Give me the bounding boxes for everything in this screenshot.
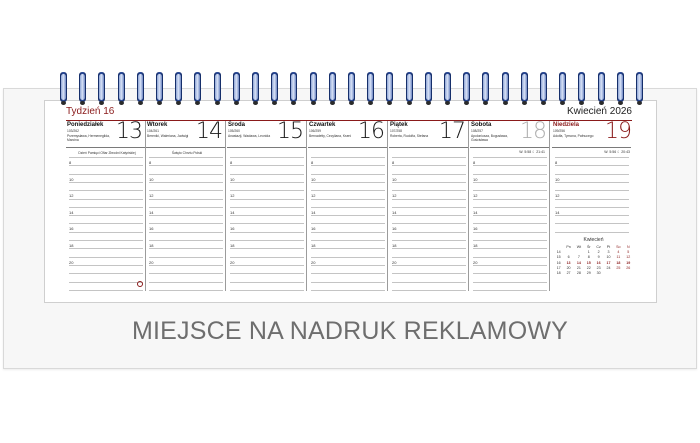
ruled-line bbox=[555, 190, 629, 191]
ruled-line bbox=[392, 273, 466, 274]
hour-label: 10 bbox=[473, 176, 478, 182]
mini-calendar-day[interactable]: 15 bbox=[586, 260, 591, 265]
ruled-line bbox=[311, 215, 385, 216]
hour-label: 14 bbox=[69, 209, 74, 215]
spiral-ring bbox=[578, 72, 585, 106]
hour-label: 16 bbox=[473, 226, 478, 232]
ruled-line bbox=[473, 207, 547, 208]
ruled-line bbox=[311, 157, 385, 158]
spiral-ring bbox=[175, 72, 182, 106]
day-number: 17 bbox=[439, 119, 465, 144]
mini-calendar-weekday: Pt bbox=[606, 244, 611, 249]
day-column[interactable] bbox=[552, 121, 634, 237]
spiral-ring bbox=[482, 72, 489, 106]
ruled-line bbox=[311, 223, 385, 224]
mini-calendar-day[interactable]: 11 bbox=[616, 255, 621, 260]
hour-label: 8 bbox=[149, 160, 152, 165]
ruled-line bbox=[473, 165, 547, 166]
mini-calendar-day[interactable]: 22 bbox=[586, 265, 591, 270]
hour-label: 18 bbox=[311, 243, 316, 248]
day-meta: 109/256 bbox=[553, 129, 565, 133]
mini-calendar-day[interactable]: 19 bbox=[626, 260, 631, 265]
spiral-ring bbox=[367, 72, 374, 106]
spiral-ring bbox=[310, 72, 317, 106]
ruled-line bbox=[149, 157, 223, 158]
ruled-line bbox=[149, 248, 223, 249]
hour-label: 12 bbox=[555, 193, 560, 199]
ruled-line bbox=[311, 174, 385, 175]
mini-calendar-day[interactable]: 18 bbox=[616, 260, 621, 265]
mini-calendar-day[interactable]: 13 bbox=[566, 260, 571, 265]
spiral-ring bbox=[233, 72, 240, 106]
ruled-line bbox=[69, 165, 143, 166]
ruled-line bbox=[555, 215, 629, 216]
day-meta: 104/261 bbox=[147, 129, 159, 133]
mini-calendar-day[interactable]: 29 bbox=[586, 271, 591, 276]
ruled-line bbox=[392, 157, 466, 158]
namedays: Roberta, Rudolfa, Stefana bbox=[390, 134, 429, 138]
ruled-line bbox=[311, 240, 385, 241]
ruled-line bbox=[69, 182, 143, 183]
ruled-line bbox=[149, 199, 223, 200]
ruled-line bbox=[473, 182, 547, 183]
day-column[interactable] bbox=[227, 121, 307, 291]
ruled-line bbox=[230, 240, 304, 241]
hour-label: 10 bbox=[230, 176, 235, 182]
ruled-line bbox=[230, 207, 304, 208]
day-name: Sobota bbox=[471, 122, 492, 128]
mini-calendar-week-number: 16 bbox=[556, 260, 561, 265]
advertising-placeholder: MIEJSCE NA NADRUK REKLAMOWY bbox=[131, 317, 569, 345]
spiral-ring bbox=[348, 72, 355, 106]
ruled-line bbox=[230, 215, 304, 216]
mini-calendar-day[interactable]: 26 bbox=[626, 265, 631, 270]
ruled-line bbox=[473, 232, 547, 233]
sun-moon-info: W. 5:58 ☾ 21:41 bbox=[519, 150, 545, 154]
mini-calendar-day[interactable]: 20 bbox=[566, 265, 571, 270]
hour-label: 16 bbox=[149, 226, 154, 232]
spiral-ring bbox=[98, 72, 105, 106]
day-meta: 103/262 bbox=[67, 129, 79, 133]
mini-calendar-day[interactable]: 16 bbox=[596, 260, 601, 265]
day-separator bbox=[66, 147, 145, 148]
day-name: Niedziela bbox=[553, 122, 580, 128]
mini-calendar-weekday: So bbox=[616, 244, 621, 249]
mini-calendar-day[interactable]: 21 bbox=[576, 265, 581, 270]
mini-calendar-day[interactable]: 5 bbox=[627, 249, 630, 254]
mini-calendar-day[interactable]: 6 bbox=[567, 255, 570, 260]
ruled-line bbox=[473, 265, 547, 266]
hour-label: 18 bbox=[473, 243, 478, 248]
spiral-ring bbox=[406, 72, 413, 106]
hour-label: 8 bbox=[230, 160, 233, 165]
day-separator bbox=[227, 147, 306, 148]
holiday-note: Dzień Pamięci Ofiar Zbrodni Katyńskiej bbox=[78, 151, 136, 155]
ruled-line bbox=[311, 165, 385, 166]
ruled-line bbox=[230, 290, 304, 291]
namedays: Anastazji, Wacława, Leonida bbox=[228, 134, 271, 138]
hour-label: 16 bbox=[230, 226, 235, 232]
ruled-line bbox=[392, 232, 466, 233]
spiral-ring bbox=[137, 72, 144, 106]
mini-calendar-weekday: N bbox=[626, 244, 630, 249]
day-number: 19 bbox=[605, 119, 631, 144]
spiral-ring bbox=[502, 72, 509, 106]
spiral-ring bbox=[386, 72, 393, 106]
day-name: Środa bbox=[228, 122, 246, 128]
ruled-line bbox=[473, 240, 547, 241]
ruled-line bbox=[555, 232, 629, 233]
hour-label: 14 bbox=[555, 209, 560, 215]
mini-calendar-day[interactable]: 10 bbox=[606, 255, 611, 260]
ruled-line bbox=[311, 282, 385, 283]
day-column[interactable] bbox=[66, 121, 146, 291]
spiral-ring bbox=[214, 72, 221, 106]
ruled-line bbox=[69, 199, 143, 200]
sun-moon-info: W. 5:56 ☾ 20:43 bbox=[604, 150, 630, 154]
ruled-line bbox=[555, 223, 629, 224]
day-number: 16 bbox=[358, 119, 384, 144]
hour-label: 8 bbox=[69, 160, 72, 165]
day-column[interactable] bbox=[308, 121, 388, 291]
hour-label: 20 bbox=[149, 259, 154, 265]
day-name: Czwartek bbox=[309, 122, 336, 128]
ruled-line bbox=[311, 257, 385, 258]
spiral-ring bbox=[156, 72, 163, 106]
day-separator bbox=[389, 147, 468, 148]
day-separator bbox=[552, 147, 631, 148]
ruled-line bbox=[69, 157, 143, 158]
hour-label: 16 bbox=[69, 226, 74, 232]
spiral-ring bbox=[118, 72, 125, 106]
pen-icon bbox=[137, 281, 143, 287]
ruled-line bbox=[69, 282, 143, 283]
week-label: Tydzień 16 bbox=[66, 106, 115, 117]
hour-label: 10 bbox=[311, 176, 316, 182]
hour-label: 16 bbox=[392, 226, 397, 232]
ruled-line bbox=[69, 240, 143, 241]
spiral-ring bbox=[559, 72, 566, 106]
ruled-line bbox=[149, 240, 223, 241]
ruled-line bbox=[473, 157, 547, 158]
spiral-ring bbox=[194, 72, 201, 106]
ruled-line bbox=[311, 248, 385, 249]
ruled-line bbox=[311, 290, 385, 291]
spiral-ring bbox=[290, 72, 297, 106]
mini-calendar-title: Kwiecień bbox=[583, 237, 604, 243]
mini-calendar-day[interactable]: 17 bbox=[606, 260, 611, 265]
hour-label: 10 bbox=[555, 176, 560, 182]
hour-label: 18 bbox=[392, 243, 397, 248]
mini-calendar-day[interactable]: 14 bbox=[576, 260, 581, 265]
ruled-line bbox=[392, 265, 466, 266]
hour-label: 10 bbox=[69, 176, 74, 182]
hour-label: 8 bbox=[392, 160, 395, 165]
ruled-line bbox=[149, 207, 223, 208]
namedays: Apoloniusza, Bogusława, Gościsława bbox=[471, 134, 508, 142]
ruled-line bbox=[149, 190, 223, 191]
ruled-line bbox=[473, 215, 547, 216]
ruled-line bbox=[149, 182, 223, 183]
ruled-line bbox=[555, 182, 629, 183]
ruled-line bbox=[392, 182, 466, 183]
spiral-ring bbox=[598, 72, 605, 106]
ruled-line bbox=[473, 190, 547, 191]
mini-calendar-day[interactable]: 7 bbox=[577, 255, 580, 260]
day-number: 14 bbox=[196, 119, 222, 144]
mini-calendar-day[interactable] bbox=[613, 270, 623, 275]
mini-calendar-weekday: Wt bbox=[576, 244, 582, 249]
ruled-line bbox=[392, 165, 466, 166]
spiral-ring bbox=[60, 72, 67, 106]
hour-label: 20 bbox=[311, 259, 316, 265]
mini-calendar-day[interactable] bbox=[604, 270, 613, 275]
ruled-line bbox=[149, 265, 223, 266]
hour-label: 20 bbox=[230, 259, 235, 265]
spiral-ring bbox=[252, 72, 259, 106]
hour-label: 12 bbox=[69, 193, 74, 199]
mini-calendar-day[interactable]: 28 bbox=[576, 271, 581, 276]
mini-calendar-day[interactable]: 25 bbox=[616, 265, 621, 270]
day-name: Poniedziałek bbox=[67, 122, 104, 128]
ruled-line bbox=[392, 248, 466, 249]
ruled-line bbox=[149, 165, 223, 166]
spiral-ring bbox=[636, 72, 643, 106]
mini-calendar-weekday: Śr bbox=[586, 244, 591, 249]
ruled-line bbox=[555, 174, 629, 175]
calendar-header bbox=[66, 106, 632, 121]
ruled-line bbox=[230, 190, 304, 191]
ruled-line bbox=[69, 232, 143, 233]
ruled-line bbox=[230, 174, 304, 175]
mini-calendar-day[interactable]: 2 bbox=[597, 249, 600, 254]
mini-calendar-day[interactable] bbox=[624, 270, 633, 275]
day-separator bbox=[308, 147, 387, 148]
spiral-ring bbox=[463, 72, 470, 106]
ruled-line bbox=[392, 174, 466, 175]
ruled-line bbox=[311, 232, 385, 233]
mini-calendar-day[interactable]: 4 bbox=[617, 249, 620, 254]
mini-calendar-weekday: Cz bbox=[596, 244, 601, 249]
ruled-line bbox=[311, 273, 385, 274]
spiral-binding bbox=[60, 72, 655, 106]
ruled-line bbox=[473, 223, 547, 224]
day-meta: 105/260 bbox=[228, 129, 240, 133]
ruled-line bbox=[149, 282, 223, 283]
day-separator bbox=[470, 147, 549, 148]
ruled-line bbox=[149, 273, 223, 274]
ruled-line bbox=[230, 248, 304, 249]
day-meta: 108/257 bbox=[471, 129, 483, 133]
ruled-line bbox=[230, 257, 304, 258]
namedays: Bernadetty, Cecyliana, Kseni bbox=[309, 134, 352, 138]
ruled-line bbox=[230, 182, 304, 183]
mini-calendar-table bbox=[554, 244, 633, 276]
ruled-line bbox=[555, 165, 629, 166]
hour-label: 10 bbox=[149, 176, 154, 182]
mini-calendar-day[interactable]: 9 bbox=[597, 255, 600, 260]
ruled-line bbox=[149, 232, 223, 233]
day-number: 13 bbox=[116, 119, 142, 144]
mini-calendar-day[interactable]: 30 bbox=[596, 271, 601, 276]
ruled-line bbox=[392, 240, 466, 241]
ruled-line bbox=[69, 207, 143, 208]
mini-calendar-day[interactable]: 3 bbox=[607, 249, 610, 254]
ruled-line bbox=[230, 223, 304, 224]
ruled-line bbox=[149, 290, 223, 291]
hour-label: 18 bbox=[69, 243, 74, 248]
mini-calendar bbox=[553, 237, 634, 289]
ruled-line bbox=[149, 215, 223, 216]
hour-label: 12 bbox=[311, 193, 316, 199]
ruled-line bbox=[392, 215, 466, 216]
ruled-line bbox=[392, 282, 466, 283]
mini-calendar-week-number: 18 bbox=[556, 271, 561, 276]
spiral-ring bbox=[444, 72, 451, 106]
ruled-line bbox=[69, 190, 143, 191]
spiral-ring bbox=[329, 72, 336, 106]
day-column[interactable] bbox=[389, 121, 469, 291]
hour-label: 20 bbox=[473, 259, 478, 265]
day-separator bbox=[146, 147, 225, 148]
namedays: Przemysława, Hermenegilda, Marcina bbox=[67, 134, 110, 142]
ruled-line bbox=[230, 232, 304, 233]
ruled-line bbox=[473, 257, 547, 258]
mini-calendar-day[interactable]: 1 bbox=[587, 249, 590, 254]
ruled-line bbox=[311, 207, 385, 208]
day-column[interactable] bbox=[470, 121, 550, 291]
mini-calendar-day[interactable]: 8 bbox=[587, 255, 590, 260]
hour-label: 16 bbox=[311, 226, 316, 232]
hour-label: 14 bbox=[230, 209, 235, 215]
ruled-line bbox=[392, 257, 466, 258]
ruled-line bbox=[392, 290, 466, 291]
namedays: Bereniki, Waleriana, Jadwigi bbox=[147, 134, 189, 138]
hour-label: 12 bbox=[392, 193, 397, 199]
ruled-line bbox=[69, 248, 143, 249]
ruled-line bbox=[149, 257, 223, 258]
spiral-ring bbox=[540, 72, 547, 106]
hour-label: 14 bbox=[392, 209, 397, 215]
spiral-ring bbox=[271, 72, 278, 106]
ruled-line bbox=[555, 199, 629, 200]
mini-calendar-day[interactable]: 23 bbox=[596, 265, 601, 270]
hour-label: 8 bbox=[555, 160, 558, 165]
month-year-label: Kwiecień 2026 bbox=[566, 106, 632, 117]
ruled-line bbox=[69, 257, 143, 258]
ruled-line bbox=[69, 223, 143, 224]
namedays: Adolfa, Tymona, Pafnucego bbox=[553, 134, 594, 138]
ruled-line bbox=[311, 265, 385, 266]
ruled-line bbox=[392, 207, 466, 208]
ruled-line bbox=[230, 157, 304, 158]
hour-label: 12 bbox=[230, 193, 235, 199]
day-name: Wtorek bbox=[147, 122, 168, 128]
ruled-line bbox=[473, 174, 547, 175]
ruled-line bbox=[230, 199, 304, 200]
hour-label: 10 bbox=[392, 176, 397, 182]
day-number: 18 bbox=[520, 119, 546, 144]
ruled-line bbox=[392, 190, 466, 191]
hour-label: 18 bbox=[230, 243, 235, 248]
mini-calendar-week-number: 17 bbox=[556, 265, 561, 270]
spiral-ring bbox=[617, 72, 624, 106]
spiral-ring bbox=[425, 72, 432, 106]
ruled-line bbox=[311, 190, 385, 191]
day-meta: 107/258 bbox=[390, 129, 402, 133]
ruled-line bbox=[230, 282, 304, 283]
day-column[interactable] bbox=[146, 121, 226, 291]
hour-label: 14 bbox=[473, 209, 478, 215]
ruled-line bbox=[69, 273, 143, 274]
hour-label: 12 bbox=[473, 193, 478, 199]
ruled-line bbox=[392, 223, 466, 224]
mini-calendar-day[interactable]: 24 bbox=[606, 265, 611, 270]
mini-calendar-week-number: 15 bbox=[556, 255, 561, 260]
holiday-note: Święto Chrztu Polski bbox=[171, 151, 203, 155]
ruled-line bbox=[473, 273, 547, 274]
mini-calendar-day[interactable]: 27 bbox=[566, 271, 571, 276]
hour-label: 20 bbox=[392, 259, 397, 265]
ruled-line bbox=[149, 174, 223, 175]
ruled-line bbox=[230, 265, 304, 266]
hour-label: 8 bbox=[473, 160, 476, 165]
ruled-line bbox=[149, 223, 223, 224]
ruled-line bbox=[473, 290, 547, 291]
ruled-line bbox=[392, 199, 466, 200]
ruled-line bbox=[230, 273, 304, 274]
hour-label: 14 bbox=[311, 209, 316, 215]
hour-label: 14 bbox=[149, 209, 154, 215]
day-name: Piątek bbox=[390, 122, 408, 128]
ruled-line bbox=[311, 199, 385, 200]
ruled-line bbox=[311, 182, 385, 183]
spiral-ring bbox=[79, 72, 86, 106]
ruled-line bbox=[69, 174, 143, 175]
mini-calendar-week-number: 14 bbox=[556, 249, 561, 254]
hour-label: 12 bbox=[149, 193, 154, 199]
hour-label: 20 bbox=[69, 259, 74, 265]
ruled-line bbox=[555, 157, 629, 158]
ruled-line bbox=[69, 265, 143, 266]
ruled-line bbox=[69, 215, 143, 216]
day-meta: 106/259 bbox=[309, 129, 321, 133]
day-number: 15 bbox=[277, 119, 303, 144]
ruled-line bbox=[473, 248, 547, 249]
mini-calendar-weekday: Pn bbox=[566, 244, 571, 249]
hour-label: 8 bbox=[311, 160, 314, 165]
spiral-ring bbox=[521, 72, 528, 106]
ruled-line bbox=[69, 290, 143, 291]
ruled-line bbox=[473, 199, 547, 200]
ruled-line bbox=[473, 282, 547, 283]
ruled-line bbox=[555, 207, 629, 208]
mini-calendar-day[interactable]: 12 bbox=[626, 255, 631, 260]
ruled-line bbox=[230, 165, 304, 166]
hour-label: 18 bbox=[149, 243, 154, 248]
